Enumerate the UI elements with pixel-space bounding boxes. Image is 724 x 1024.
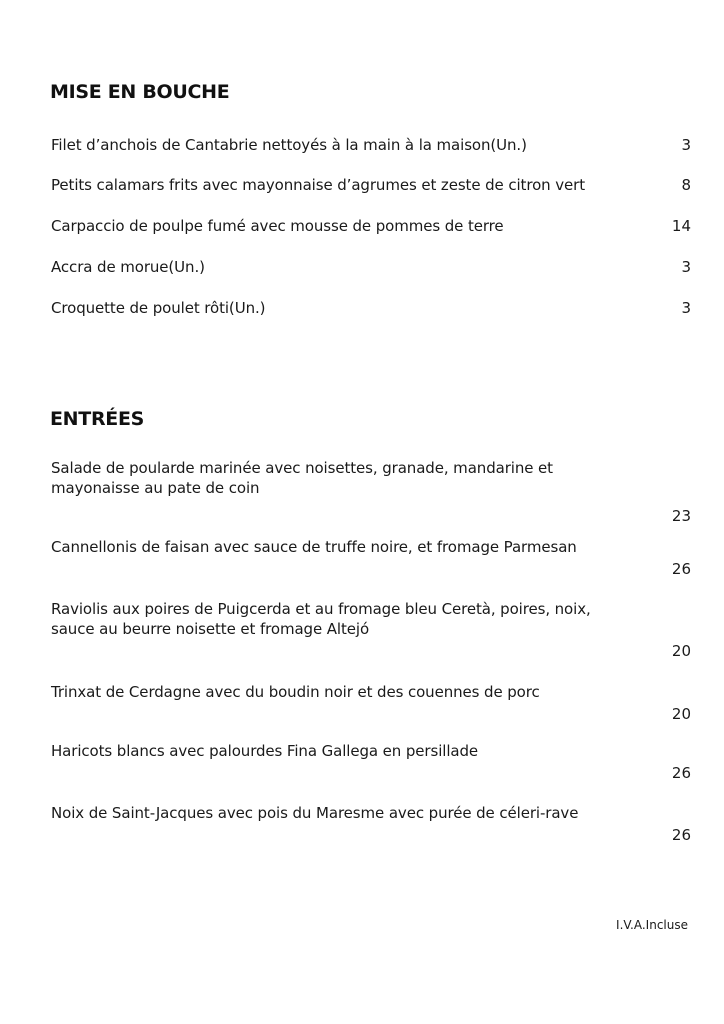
menu-item xyxy=(51,216,691,236)
menu-item-price: 3 xyxy=(681,258,691,276)
menu-item-name-line: Salade de poularde marinée avec noisettes, granade, mandarine et xyxy=(51,459,553,477)
menu-item-price: 20 xyxy=(671,705,691,723)
menu-item xyxy=(51,537,691,578)
menu-item xyxy=(51,599,691,660)
menu-item xyxy=(51,682,691,723)
menu-item-name: Carpaccio de poulpe fumé avec mousse de pommes de terre xyxy=(51,217,504,235)
menu-item-price: 26 xyxy=(671,826,691,844)
menu-item-name-line: Haricots blancs avec palourdes Fina Gallega en persillade xyxy=(51,742,479,760)
menu-item-name-line: Noix de Saint-Jacques avec pois du Maresme avec purée de céleri-rave xyxy=(51,804,579,822)
menu-item-price: 3 xyxy=(681,299,691,317)
menu-item-name: Accra de morue(Un.) xyxy=(51,258,205,276)
section-title-mise-en-bouche: MISE EN BOUCHE xyxy=(50,81,230,103)
menu-item xyxy=(51,741,691,782)
menu-item xyxy=(51,803,691,844)
menu-item-name-line: Trinxat de Cerdagne avec du boudin noir et des couennes de porc xyxy=(51,683,540,701)
menu-item xyxy=(51,135,691,155)
menu-item-price: 26 xyxy=(671,764,691,782)
menu-item-name-line: Cannellonis de faisan avec sauce de truffe noire, et fromage Parmesan xyxy=(51,538,577,556)
menu-item-price: 3 xyxy=(681,136,691,154)
menu-item xyxy=(51,298,691,318)
menu-item-price: 20 xyxy=(671,642,691,660)
menu-item-price: 14 xyxy=(671,217,691,235)
menu-item xyxy=(51,458,691,525)
tax-note: I.V.A.Incluse xyxy=(616,918,688,932)
menu-item-price: 26 xyxy=(671,560,691,578)
menu-item-name: Filet d’anchois de Cantabrie nettoyés à la main à la maison(Un.) xyxy=(51,136,527,154)
menu-item-name-line: Raviolis aux poires de Puigcerda et au fromage bleu Ceretà, poires, noix, xyxy=(51,600,591,618)
section-title-entrees: ENTRÉES xyxy=(50,408,145,430)
menu-item-price: 8 xyxy=(681,176,691,194)
menu-item-name: Petits calamars frits avec mayonnaise d’agrumes et zeste de citron vert xyxy=(51,176,585,194)
menu-item xyxy=(51,257,691,277)
menu-item-name: Croquette de poulet rôti(Un.) xyxy=(51,299,266,317)
menu-item xyxy=(51,175,691,195)
menu-item-name-line: mayonaisse au pate de coin xyxy=(51,479,260,497)
menu-item-price: 23 xyxy=(671,507,691,525)
menu-item-name-line: sauce au beurre noisette et fromage Altejó xyxy=(51,620,370,638)
